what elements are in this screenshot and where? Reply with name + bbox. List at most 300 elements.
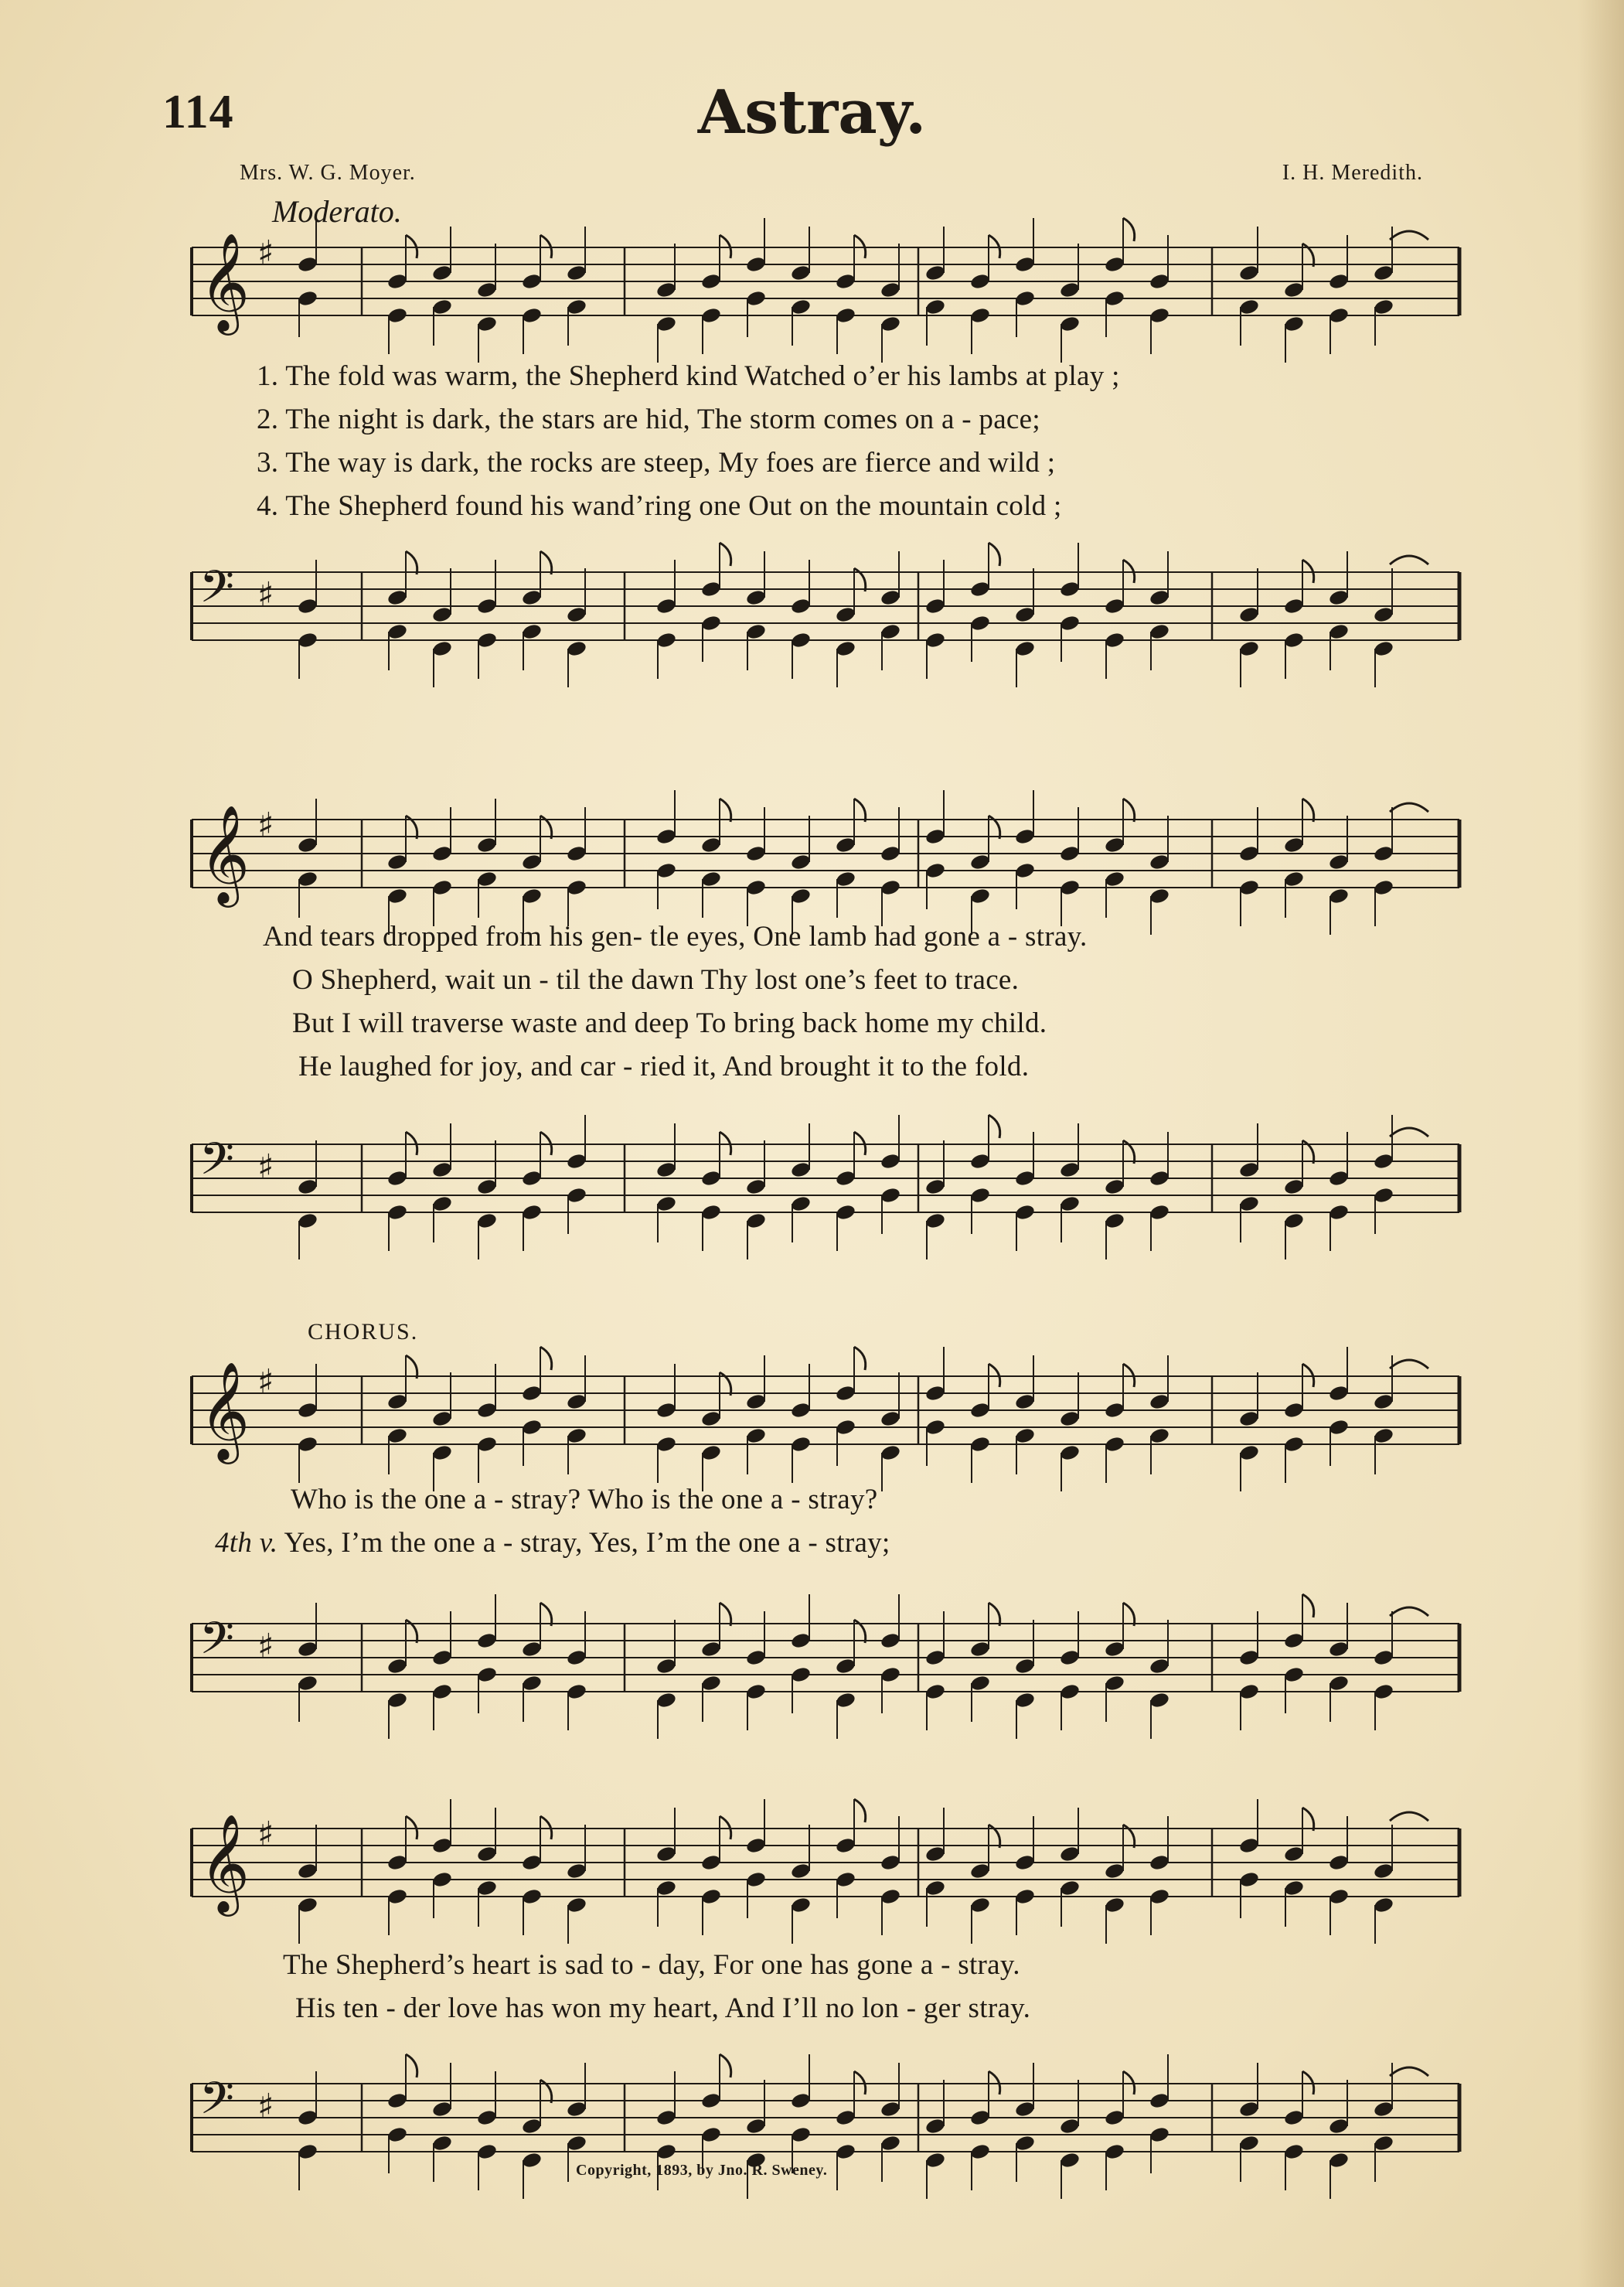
- note-head: [1059, 1648, 1081, 1666]
- note-head: [431, 844, 453, 862]
- note-head: [1373, 1648, 1394, 1666]
- note-head: [1014, 1203, 1036, 1221]
- chorus-line-1-alt-text: Yes, I’m the one a - stray, Yes, I’m the one a - stray;: [284, 1527, 890, 1559]
- note-head: [1149, 2125, 1170, 2143]
- note-head: [476, 1879, 498, 1897]
- note-flag: [406, 551, 417, 574]
- note-head: [700, 1674, 722, 1692]
- chorus-label: CHORUS.: [308, 1319, 419, 1345]
- note-head: [1238, 1409, 1260, 1427]
- note-head: [835, 1169, 856, 1187]
- note-head: [745, 1682, 767, 1700]
- note-head: [1149, 1169, 1170, 1187]
- note-head: [476, 1178, 498, 1195]
- note-head: [476, 1212, 498, 1229]
- note-flag: [540, 1603, 552, 1626]
- note-head: [1149, 853, 1170, 871]
- note-head: [521, 1203, 543, 1221]
- note-head: [297, 631, 318, 649]
- note-head: [655, 597, 677, 615]
- note-head: [1104, 1862, 1125, 1880]
- note-head: [1283, 1665, 1305, 1683]
- note-head: [700, 2091, 722, 2109]
- note-head: [297, 597, 318, 615]
- note-head: [924, 861, 946, 879]
- note-head: [566, 878, 587, 896]
- note-head: [431, 264, 453, 281]
- note-head: [386, 853, 408, 871]
- note-head: [969, 1896, 991, 1914]
- note-head: [1328, 1384, 1350, 1402]
- note-head: [1238, 605, 1260, 623]
- note-head: [700, 1169, 722, 1187]
- note-head: [566, 1186, 587, 1204]
- note-head: [790, 1401, 812, 1419]
- note-head: [1059, 1845, 1081, 1863]
- note-head: [521, 1640, 543, 1658]
- note-head: [431, 1195, 453, 1212]
- bass-clef-icon: 𝄢: [199, 1133, 235, 1196]
- note-head: [835, 1418, 856, 1436]
- note-flag: [1123, 799, 1135, 822]
- note-head: [880, 878, 901, 896]
- note-head: [790, 1862, 812, 1880]
- note-head: [655, 1401, 677, 1419]
- note-head: [790, 597, 812, 615]
- note-head: [476, 315, 498, 332]
- note-head: [1283, 281, 1305, 298]
- sharp-icon: ♯: [257, 575, 274, 615]
- note-head: [1283, 2142, 1305, 2160]
- verse-4-line-1: 4. The Shepherd found his wand’ring one Out on the mountain cold ;: [257, 490, 1062, 522]
- note-head: [655, 2142, 677, 2160]
- verse-3-line-1: 3. The way is dark, the rocks are steep, My foes are fierce and wild ;: [257, 447, 1056, 479]
- note-head: [745, 1178, 767, 1195]
- note-head: [431, 878, 453, 896]
- note-head: [431, 1870, 453, 1888]
- note-head: [297, 1178, 318, 1195]
- note-flag: [720, 1603, 731, 1626]
- note-head: [1238, 878, 1260, 896]
- note-head: [476, 1401, 498, 1419]
- note-head: [431, 298, 453, 315]
- note-head: [969, 614, 991, 632]
- hymn-title: Astray.: [697, 77, 927, 148]
- bass-staff-1: [176, 549, 1475, 657]
- note-head: [969, 1186, 991, 1204]
- note-head: [386, 2091, 408, 2109]
- composer-credit: I. H. Meredith.: [1282, 161, 1423, 185]
- note-head: [566, 264, 587, 281]
- note-head: [1328, 1169, 1350, 1187]
- note-head: [700, 272, 722, 290]
- note-head: [521, 306, 543, 324]
- note-head: [1238, 1195, 1260, 1212]
- note-flag: [1302, 1594, 1314, 1617]
- note-head: [835, 1870, 856, 1888]
- note-head: [1328, 1887, 1350, 1905]
- fermata-icon: [1390, 2067, 1428, 2076]
- note-head: [1238, 844, 1260, 862]
- note-head: [297, 2108, 318, 2126]
- note-head: [880, 2134, 901, 2152]
- note-head: [521, 1674, 543, 1692]
- fermata-icon: [1390, 231, 1428, 240]
- chorus-line-1: Who is the one a - stray? Who is the one a - stray?: [291, 1484, 878, 1515]
- note-head: [1014, 1657, 1036, 1675]
- note-head: [790, 887, 812, 905]
- note-head: [1014, 1853, 1036, 1871]
- note-head: [297, 1862, 318, 1880]
- note-head: [1059, 1409, 1081, 1427]
- note-head: [924, 2151, 946, 2169]
- chorus-line-2: The Shepherd’s heart is sad to - day, For one has gone a - stray.: [283, 1949, 1020, 1981]
- note-head: [969, 1640, 991, 1658]
- note-head: [1328, 853, 1350, 871]
- note-head: [521, 1418, 543, 1436]
- bass-staff-4: [176, 2060, 1475, 2169]
- note-head: [700, 870, 722, 888]
- note-head: [386, 1657, 408, 1675]
- note-flag: [406, 1355, 417, 1379]
- note-head: [924, 631, 946, 649]
- note-head: [655, 2108, 677, 2126]
- note-head: [745, 289, 767, 307]
- note-flag: [406, 2054, 417, 2077]
- note-head: [297, 1435, 318, 1453]
- note-head: [431, 605, 453, 623]
- note-head: [1373, 1426, 1394, 1444]
- note-head: [835, 870, 856, 888]
- note-head: [521, 2151, 543, 2169]
- note-head: [835, 1203, 856, 1221]
- note-head: [386, 272, 408, 290]
- note-head: [835, 2108, 856, 2126]
- note-head: [521, 2117, 543, 2135]
- note-head: [1328, 2151, 1350, 2169]
- note-head: [1059, 1161, 1081, 1178]
- note-head: [924, 2117, 946, 2135]
- note-head: [1238, 298, 1260, 315]
- note-head: [297, 1401, 318, 1419]
- note-head: [386, 887, 408, 905]
- note-head: [476, 631, 498, 649]
- note-head: [790, 853, 812, 871]
- treble-staff-4: [176, 1805, 1475, 1914]
- note-head: [476, 870, 498, 888]
- note-head: [880, 1631, 901, 1649]
- note-head: [835, 639, 856, 657]
- note-head: [924, 1418, 946, 1436]
- note-head: [1149, 588, 1170, 606]
- note-head: [386, 1392, 408, 1410]
- note-head: [1283, 1178, 1305, 1195]
- note-head: [386, 2125, 408, 2143]
- note-head: [835, 306, 856, 324]
- sharp-icon: ♯: [257, 806, 274, 845]
- note-head: [1104, 2142, 1125, 2160]
- spine-shadow: [1578, 0, 1624, 2287]
- note-head: [1149, 887, 1170, 905]
- fermata-icon: [1390, 1812, 1428, 1821]
- note-head: [431, 1161, 453, 1178]
- note-head: [969, 306, 991, 324]
- note-head: [745, 588, 767, 606]
- note-head: [431, 2134, 453, 2152]
- note-head: [1283, 1631, 1305, 1649]
- note-head: [1283, 1401, 1305, 1419]
- note-head: [745, 1836, 767, 1854]
- note-flag: [540, 551, 552, 574]
- note-head: [1328, 272, 1350, 290]
- note-head: [790, 1631, 812, 1649]
- note-head: [835, 1836, 856, 1854]
- note-head: [924, 1648, 946, 1666]
- note-head: [1373, 2134, 1394, 2152]
- note-head: [521, 588, 543, 606]
- note-head: [1059, 2117, 1081, 2135]
- note-head: [521, 1887, 543, 1905]
- treble-clef-icon: 𝄞: [199, 804, 250, 903]
- note-head: [924, 264, 946, 281]
- note-head: [969, 1674, 991, 1692]
- note-head: [297, 2142, 318, 2160]
- note-head: [1059, 844, 1081, 862]
- note-head: [566, 1682, 587, 1700]
- note-flag: [720, 2054, 731, 2077]
- note-head: [297, 289, 318, 307]
- note-head: [969, 853, 991, 871]
- note-head: [1014, 255, 1036, 273]
- note-head: [476, 1665, 498, 1683]
- note-head: [655, 827, 677, 845]
- note-head: [386, 1169, 408, 1187]
- note-head: [566, 1426, 587, 1444]
- note-head: [297, 1896, 318, 1914]
- note-head: [1373, 1152, 1394, 1170]
- note-head: [1059, 2151, 1081, 2169]
- note-head: [1149, 1853, 1170, 1871]
- note-head: [1238, 2134, 1260, 2152]
- note-head: [835, 1691, 856, 1709]
- fermata-icon: [1390, 803, 1428, 812]
- note-head: [880, 1853, 901, 1871]
- note-head: [880, 1887, 901, 1905]
- note-head: [969, 887, 991, 905]
- note-head: [1014, 1887, 1036, 1905]
- note-head: [924, 1879, 946, 1897]
- note-head: [1328, 588, 1350, 606]
- note-head: [835, 1657, 856, 1675]
- note-head: [431, 1648, 453, 1666]
- note-head: [700, 1203, 722, 1221]
- note-head: [1373, 605, 1394, 623]
- note-head: [431, 1443, 453, 1461]
- note-head: [297, 1674, 318, 1692]
- note-head: [745, 1648, 767, 1666]
- note-head: [1149, 1426, 1170, 1444]
- note-head: [790, 1665, 812, 1683]
- note-head: [386, 588, 408, 606]
- note-head: [1373, 298, 1394, 315]
- note-head: [1238, 639, 1260, 657]
- note-flag: [854, 799, 866, 822]
- note-head: [431, 2100, 453, 2118]
- note-head: [1149, 2091, 1170, 2109]
- verse-1-line-1: 1. The fold was warm, the Shepherd kind Watched o’er his lambs at play ;: [257, 360, 1120, 392]
- note-head: [476, 2142, 498, 2160]
- note-flag: [1302, 799, 1314, 822]
- note-head: [1104, 631, 1125, 649]
- note-head: [655, 1845, 677, 1863]
- note-head: [655, 861, 677, 879]
- bass-clef-icon: 𝄢: [199, 1612, 235, 1675]
- music-system-4: [176, 1805, 1475, 2161]
- note-head: [521, 1384, 543, 1402]
- note-head: [1328, 887, 1350, 905]
- note-head: [969, 2142, 991, 2160]
- note-head: [880, 1186, 901, 1204]
- note-head: [1283, 870, 1305, 888]
- note-head: [655, 631, 677, 649]
- note-head: [1283, 2108, 1305, 2126]
- note-head: [1283, 1212, 1305, 1229]
- note-head: [476, 1435, 498, 1453]
- note-head: [297, 1212, 318, 1229]
- note-head: [700, 614, 722, 632]
- note-head: [1373, 1862, 1394, 1880]
- note-head: [700, 1853, 722, 1871]
- note-head: [566, 2100, 587, 2118]
- bass-clef-icon: 𝄢: [199, 2072, 235, 2135]
- note-head: [1373, 1186, 1394, 1204]
- note-head: [386, 1203, 408, 1221]
- note-head: [1283, 1435, 1305, 1453]
- note-head: [1104, 597, 1125, 615]
- note-head: [476, 597, 498, 615]
- sharp-icon: ♯: [257, 1815, 274, 1854]
- note-head: [790, 264, 812, 281]
- lyricist-credit: Mrs. W. G. Moyer.: [240, 161, 416, 185]
- note-head: [790, 1896, 812, 1914]
- note-head: [880, 315, 901, 332]
- note-head: [1149, 1203, 1170, 1221]
- note-head: [969, 272, 991, 290]
- note-head: [1328, 1640, 1350, 1658]
- note-head: [297, 255, 318, 273]
- note-head: [1283, 315, 1305, 332]
- note-head: [924, 1845, 946, 1863]
- note-head: [745, 844, 767, 862]
- note-head: [924, 298, 946, 315]
- note-head: [1014, 1691, 1036, 1709]
- page-number: 114: [162, 86, 234, 138]
- note-head: [700, 1443, 722, 1461]
- note-head: [790, 1435, 812, 1453]
- note-head: [1104, 1674, 1125, 1692]
- note-head: [924, 597, 946, 615]
- note-head: [790, 2091, 812, 2109]
- note-head: [969, 1435, 991, 1453]
- note-head: [1238, 1836, 1260, 1854]
- note-head: [1104, 1212, 1125, 1229]
- note-head: [1283, 836, 1305, 854]
- note-head: [566, 1648, 587, 1666]
- note-head: [1149, 1657, 1170, 1675]
- note-head: [1373, 264, 1394, 281]
- note-head: [431, 639, 453, 657]
- fermata-icon: [1390, 556, 1428, 564]
- note-head: [924, 1178, 946, 1195]
- note-head: [700, 2125, 722, 2143]
- note-head: [297, 836, 318, 854]
- note-head: [969, 1862, 991, 1880]
- note-head: [1238, 1870, 1260, 1888]
- note-head: [1104, 1896, 1125, 1914]
- note-head: [655, 315, 677, 332]
- note-head: [386, 306, 408, 324]
- fermata-icon: [1390, 1360, 1428, 1368]
- sharp-icon: ♯: [257, 1362, 274, 1402]
- note-head: [790, 631, 812, 649]
- note-head: [1104, 836, 1125, 854]
- note-head: [924, 827, 946, 845]
- note-head: [1149, 272, 1170, 290]
- note-head: [835, 1384, 856, 1402]
- note-head: [1059, 1195, 1081, 1212]
- note-head: [1149, 1691, 1170, 1709]
- note-flag: [720, 543, 731, 566]
- note-head: [1014, 289, 1036, 307]
- note-head: [924, 1212, 946, 1229]
- note-head: [566, 844, 587, 862]
- chorus-line-2-alt: His ten - der love has won my heart, And I’ll no lon - ger stray.: [295, 1992, 1031, 2024]
- note-head: [745, 622, 767, 640]
- note-head: [1373, 639, 1394, 657]
- note-head: [1328, 1674, 1350, 1692]
- note-head: [655, 1691, 677, 1709]
- note-head: [1014, 861, 1036, 879]
- note-head: [1104, 289, 1125, 307]
- sharp-icon: ♯: [257, 1147, 274, 1187]
- verse-3-line-2: But I will traverse waste and deep To bring back home my child.: [292, 1007, 1047, 1039]
- note-head: [1238, 264, 1260, 281]
- treble-clef-icon: 𝄞: [199, 1813, 250, 1912]
- note-head: [1373, 1896, 1394, 1914]
- note-head: [1059, 281, 1081, 298]
- note-head: [745, 878, 767, 896]
- treble-staff-1: [176, 224, 1475, 332]
- note-head: [745, 1212, 767, 1229]
- note-head: [1104, 1178, 1125, 1195]
- note-head: [1283, 1879, 1305, 1897]
- note-head: [835, 605, 856, 623]
- note-head: [566, 1862, 587, 1880]
- note-head: [700, 306, 722, 324]
- note-head: [745, 255, 767, 273]
- fermata-icon: [1390, 1607, 1428, 1616]
- note-head: [1059, 878, 1081, 896]
- bass-staff-2: [176, 1121, 1475, 1229]
- treble-staff-3: [176, 1353, 1475, 1461]
- treble-staff-2: [176, 796, 1475, 905]
- sharp-icon: ♯: [257, 2087, 274, 2126]
- note-head: [655, 281, 677, 298]
- note-head: [566, 2134, 587, 2152]
- note-head: [566, 298, 587, 315]
- note-head: [1104, 1401, 1125, 1419]
- note-head: [969, 1401, 991, 1419]
